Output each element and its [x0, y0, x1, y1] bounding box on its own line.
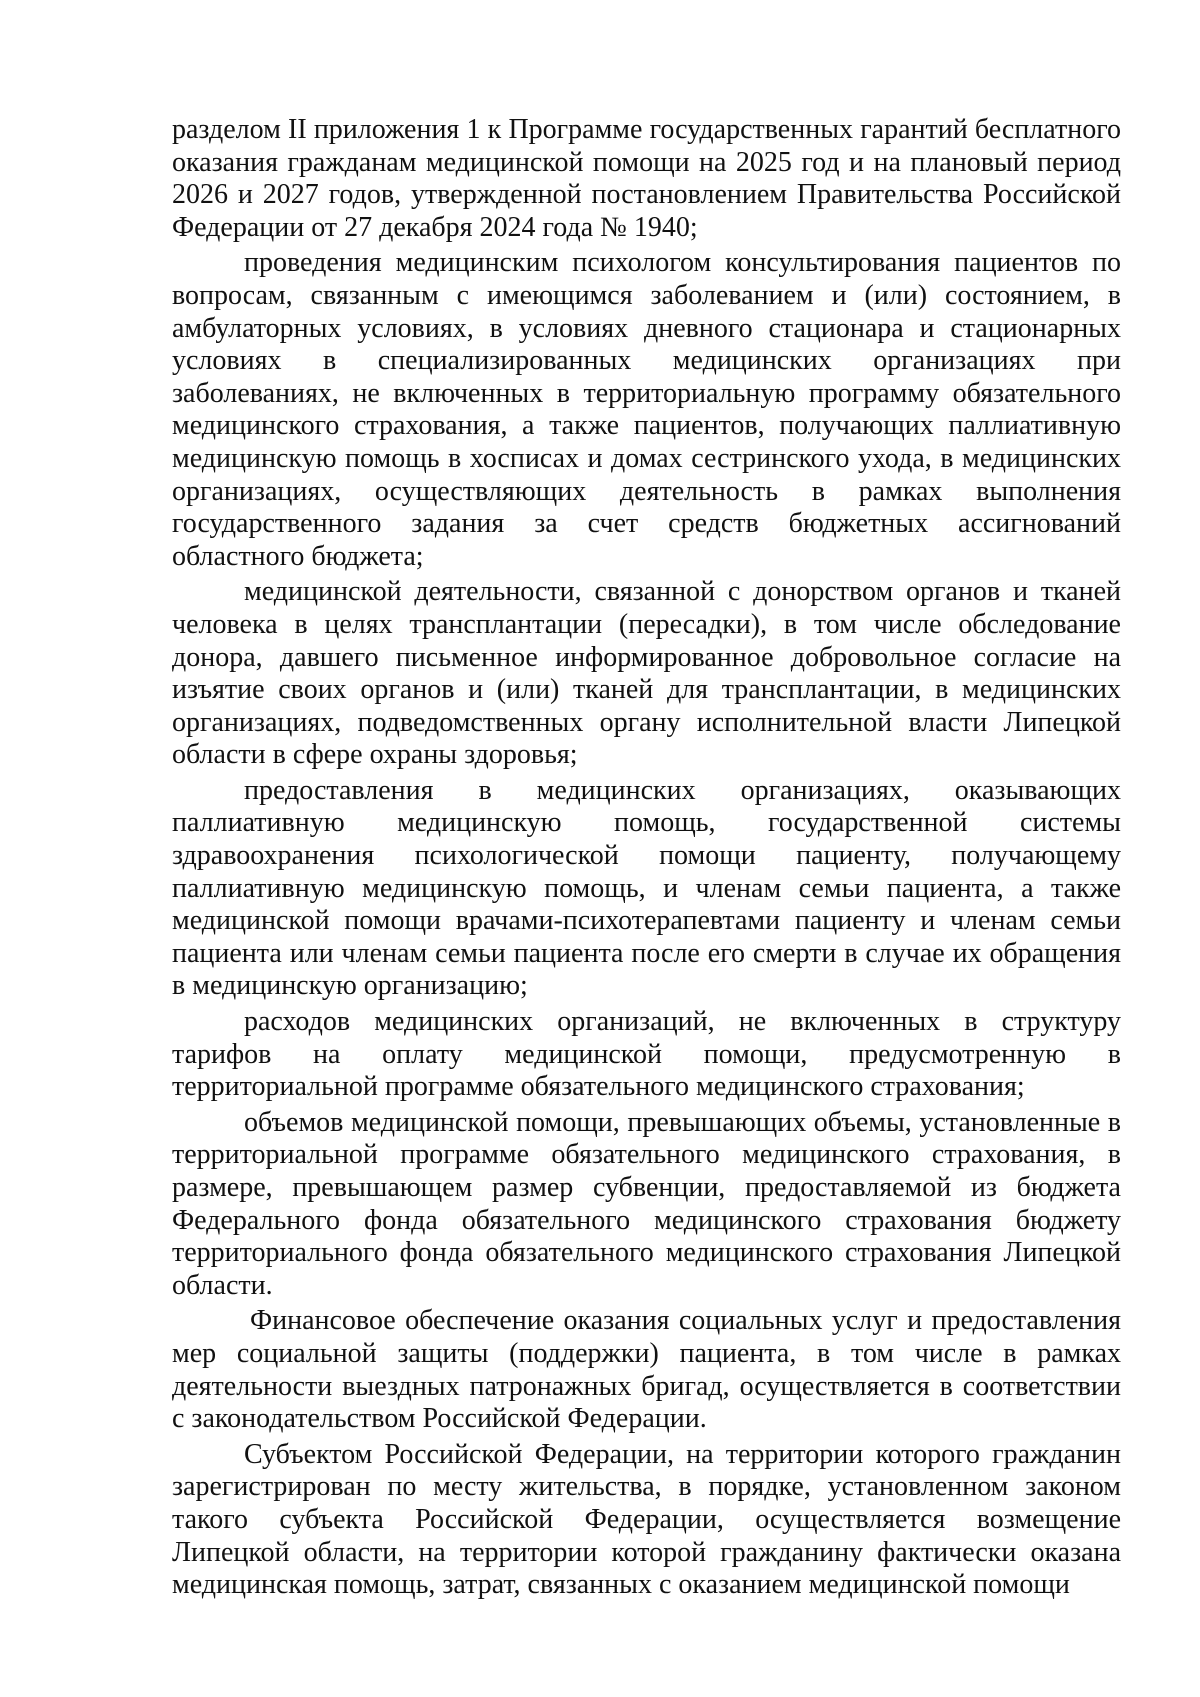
paragraph-1: разделом II приложения 1 к Программе государственных гарантий бесплатного оказания гражданам медицинской помощи на 2025 год и на плановый период 2026 и 2027 годов, утвержденной постановлением Правительства Российской Федерации от 27 декабря 2024 года № 1940;	[172, 114, 1121, 243]
paragraph-4: предоставления в медицинских организациях, оказывающих паллиативную медицинскую помощь, государственной системы здравоохранения психологической помощи пациенту, получающему паллиативную медицинскую помощь, и членам семьи пациента, а также медицинской помощи врачами-психотерапевтами пациенту и членам семьи пациента или членам семьи пациента после его смерти в случае их обращения в медицинскую организацию;	[172, 774, 1121, 1002]
paragraph-6: объемов медицинской помощи, превышающих объемы, установленные в территориальной программе обязательного медицинского страхования, в размере, превышающем размер субвенции, предоставляемой из бюджета Федерального фонда обязательного медицинского страхования бюджету территориального фонда обязательного медицинского страхования Липецкой области.	[172, 1106, 1121, 1301]
paragraph-2: проведения медицинским психологом консультирования пациентов по вопросам, связанным с имеющимся заболеванием и (или) состоянием, в амбулаторных условиях, в условиях дневного стационара и стационарных условиях в специализированных медицинских организациях при заболеваниях, не включенных в территориальную программу обязательного медицинского страхования, а также пациентов, получающих паллиативную медицинскую помощь в хосписах и домах сестринского ухода, в медицинских организациях, осуществляющих деятельность в рамках выполнения государственного задания за счет средств бюджетных ассигнований областного бюджета;	[172, 247, 1121, 572]
paragraph-7: Финансовое обеспечение оказания социальных услуг и предоставления мер социальной защиты (поддержки) пациента, в том числе в рамках деятельности выездных патронажных бригад, осуществляется в соответствии с законодательством Российской Федерации.	[172, 1305, 1121, 1435]
document-page	[172, 114, 1121, 1602]
paragraph-3: медицинской деятельности, связанной с донорством органов и тканей человека в целях трансплантации (пересадки), в том числе обследование донора, давшего письменное информированное добровольное согласие на изъятие своих органов и (или) тканей для трансплантации, в медицинских организациях, подведомственных органу исполнительной власти Липецкой области в сфере охраны здоровья;	[172, 576, 1121, 771]
paragraph-8: Субъектом Российской Федерации, на территории которого гражданин зарегистрирован по месту жительства, в порядке, установленном законом такого субъекта Российской Федерации, осуществляется возмещение Липецкой области, на территории которой гражданину фактически оказана медицинская помощь, затрат, связанных с оказанием медицинской помощи	[172, 1438, 1121, 1601]
paragraph-5: расходов медицинских организаций, не включенных в структуру тарифов на оплату медицинской помощи, предусмотренную в территориальной программе обязательного медицинского страхования;	[172, 1006, 1121, 1103]
